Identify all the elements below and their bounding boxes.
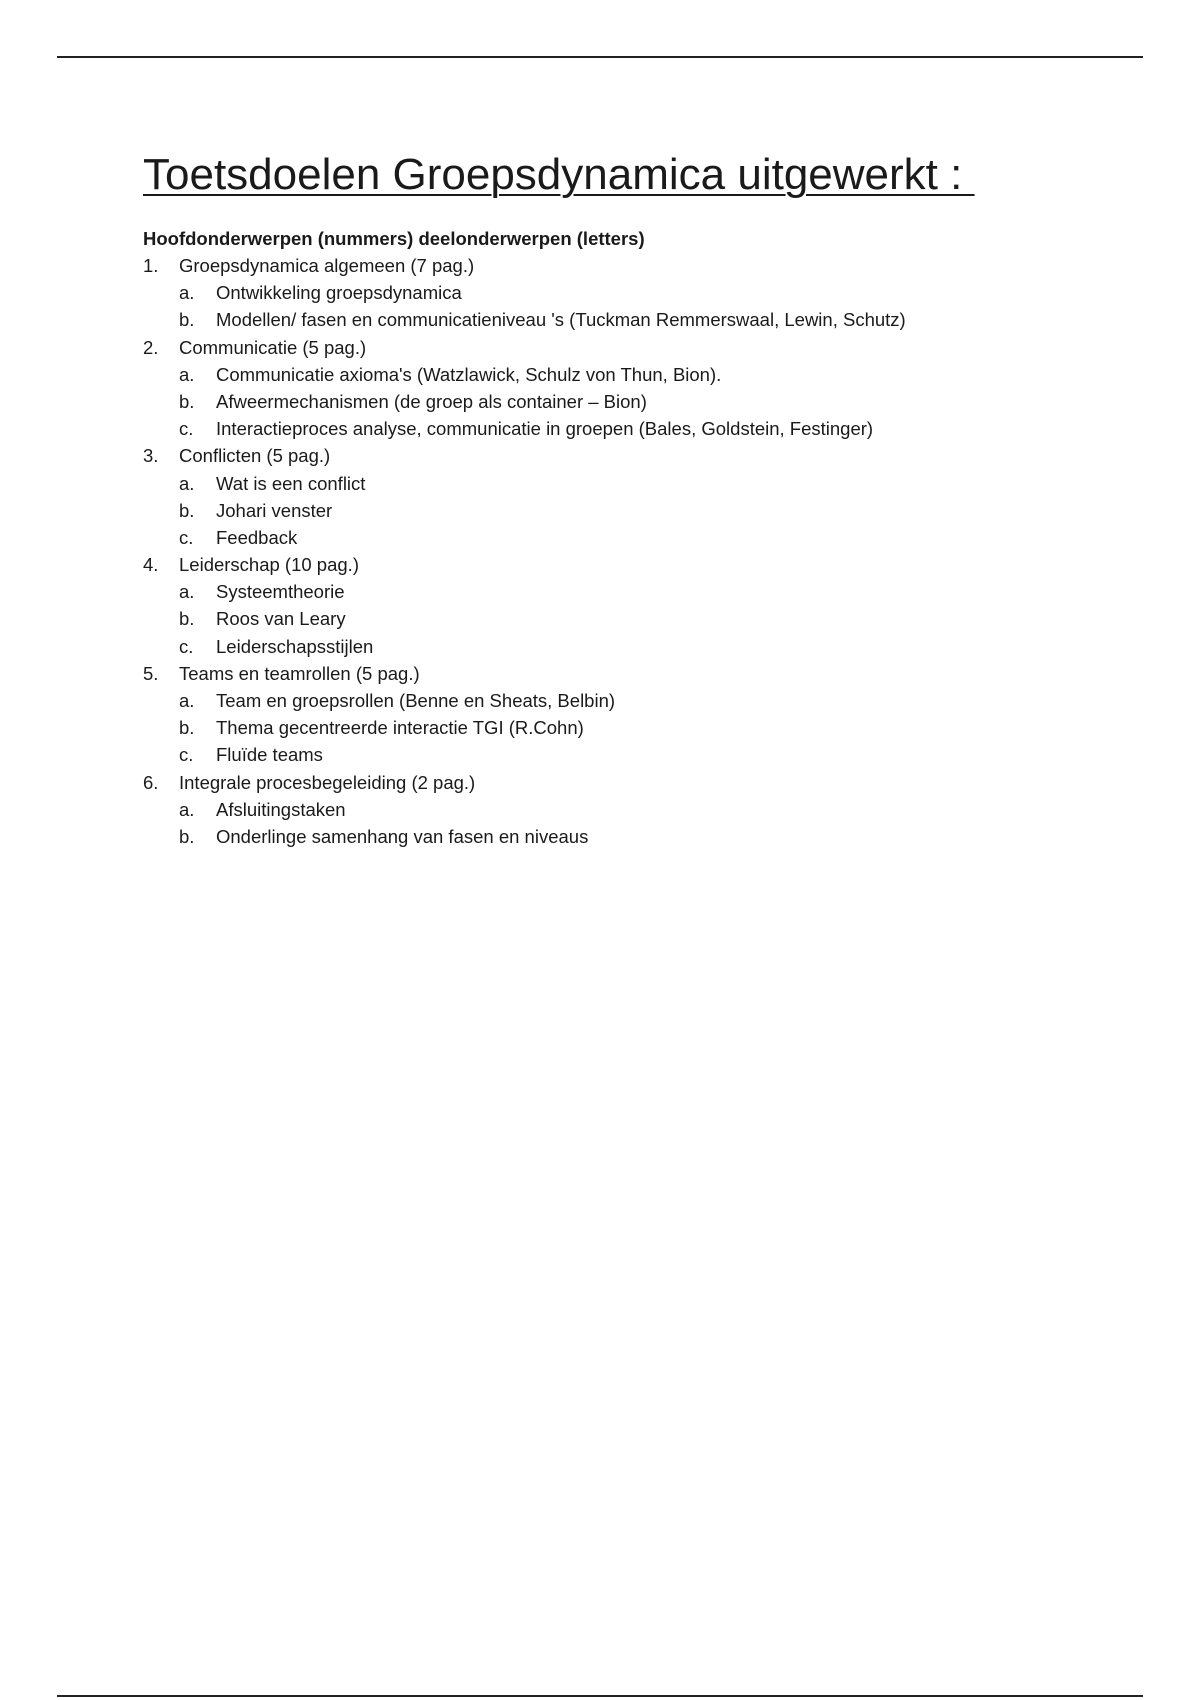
subtopic-label: Afweermechanismen (de groep als container – Bion)	[216, 390, 647, 412]
subtopic-label: Ontwikkeling groepsdynamica	[216, 282, 462, 304]
subtopic-item	[143, 796, 1103, 823]
subtopic-letter: a.	[179, 472, 195, 494]
subtopic-item	[143, 497, 1103, 524]
topic-item	[143, 334, 1103, 443]
subtopic-label: Team en groepsrollen (Benne en Sheats, Belbin)	[216, 690, 616, 711]
subtopic-item	[143, 741, 1103, 768]
topic-label: Groepsdynamica algemeen (7 pag.)	[179, 255, 475, 276]
subtopic-letter: b.	[179, 499, 195, 521]
subtopic-list	[143, 578, 1103, 660]
header-rule	[57, 56, 1143, 58]
subtopic-label: Communicatie axioma's (Watzlawick, Schulz von Thun, Bion).	[216, 363, 722, 385]
subtopic-letter: b.	[179, 390, 195, 412]
topic-row	[143, 442, 1103, 469]
subtopic-item	[143, 388, 1103, 415]
topic-list	[143, 252, 1103, 850]
topic-number: 5.	[143, 662, 159, 684]
subtopic-list	[143, 279, 1103, 333]
subtopic-item	[143, 823, 1103, 850]
topic-item	[143, 769, 1103, 851]
subtopic-item	[143, 578, 1103, 605]
subtopic-letter: a.	[179, 282, 195, 304]
subtopic-label: Onderlinge samenhang van fasen en niveaus	[216, 825, 589, 847]
topic-item	[143, 442, 1103, 551]
document-subtitle: Hoofdonderwerpen (nummers) deelonderwerpen (letters)	[143, 228, 645, 249]
subtopic-label: Johari venster	[216, 499, 333, 521]
topic-number: 6.	[143, 771, 159, 793]
subtopic-list	[143, 796, 1103, 850]
subtopic-letter: b.	[179, 717, 195, 739]
subtopic-item	[143, 633, 1103, 660]
subtopic-label: Leiderschapsstijlen	[216, 635, 374, 657]
subtopic-letter: b.	[179, 608, 195, 630]
subtopic-letter: c.	[179, 418, 194, 440]
subtopic-item	[143, 470, 1103, 497]
topic-row	[143, 252, 1103, 279]
subtopic-item	[143, 605, 1103, 632]
subtopic-letter: a.	[179, 363, 195, 385]
subtopic-list	[143, 361, 1103, 443]
subtopic-label: Modellen/ fasen en communicatieniveau 's (Tuckman Remmerswaal, Lewin, Schutz)	[216, 309, 906, 331]
subtopic-letter: a.	[179, 798, 195, 820]
subtopic-label: Afsluitingstaken	[216, 798, 346, 820]
subtopic-letter: a.	[179, 581, 195, 603]
subtopic-letter: c.	[179, 635, 194, 657]
topic-item	[143, 551, 1103, 660]
topic-row	[143, 769, 1103, 796]
subtopic-label: Systeemtheorie	[216, 581, 345, 603]
topic-row	[143, 334, 1103, 361]
document-body	[143, 148, 1103, 850]
subtopic-label: Fluïde teams	[216, 744, 323, 766]
subtopic-letter: b.	[179, 309, 195, 331]
subtopic-letter: a.	[179, 690, 195, 711]
topic-number: 4.	[143, 554, 159, 576]
subtopic-label: Wat is een conflict	[216, 472, 366, 494]
subtopic-item	[143, 361, 1103, 388]
subtopic-letter: b.	[179, 825, 195, 847]
document-title: Toetsdoelen Groepsdynamica uitgewerkt :	[143, 150, 975, 199]
subtopic-item	[143, 279, 1103, 306]
footer-rule	[57, 1695, 1143, 1697]
subtopic-item	[143, 306, 1103, 333]
subtopic-letter: c.	[179, 526, 194, 548]
topic-label: Conflicten (5 pag.)	[179, 445, 331, 467]
subtopic-label: Thema gecentreerde interactie TGI (R.Cohn)	[216, 717, 584, 739]
subtopic-label: Feedback	[216, 526, 298, 548]
topic-row	[143, 551, 1103, 578]
topic-row	[143, 660, 1103, 687]
subtopic-label: Roos van Leary	[216, 608, 346, 630]
subtopic-list	[143, 470, 1103, 552]
topic-label: Communicatie (5 pag.)	[179, 336, 367, 358]
subtopic-list	[143, 687, 1103, 769]
topic-label: Integrale procesbegeleiding (2 pag.)	[179, 771, 476, 793]
topic-number: 1.	[143, 255, 159, 276]
subtopic-item	[143, 714, 1103, 741]
topic-item	[143, 660, 1103, 769]
subtopic-letter: c.	[179, 744, 194, 766]
topic-number: 2.	[143, 336, 159, 358]
topic-label: Leiderschap (10 pag.)	[179, 554, 359, 576]
subtopic-item	[143, 687, 1103, 714]
subtopic-item	[143, 524, 1103, 551]
topic-item	[143, 252, 1103, 334]
topic-number: 3.	[143, 445, 159, 467]
subtopic-item	[143, 415, 1103, 442]
topic-label: Teams en teamrollen (5 pag.)	[179, 662, 420, 684]
subtopic-label: Interactieproces analyse, communicatie in groepen (Bales, Goldstein, Festinger)	[216, 418, 874, 440]
